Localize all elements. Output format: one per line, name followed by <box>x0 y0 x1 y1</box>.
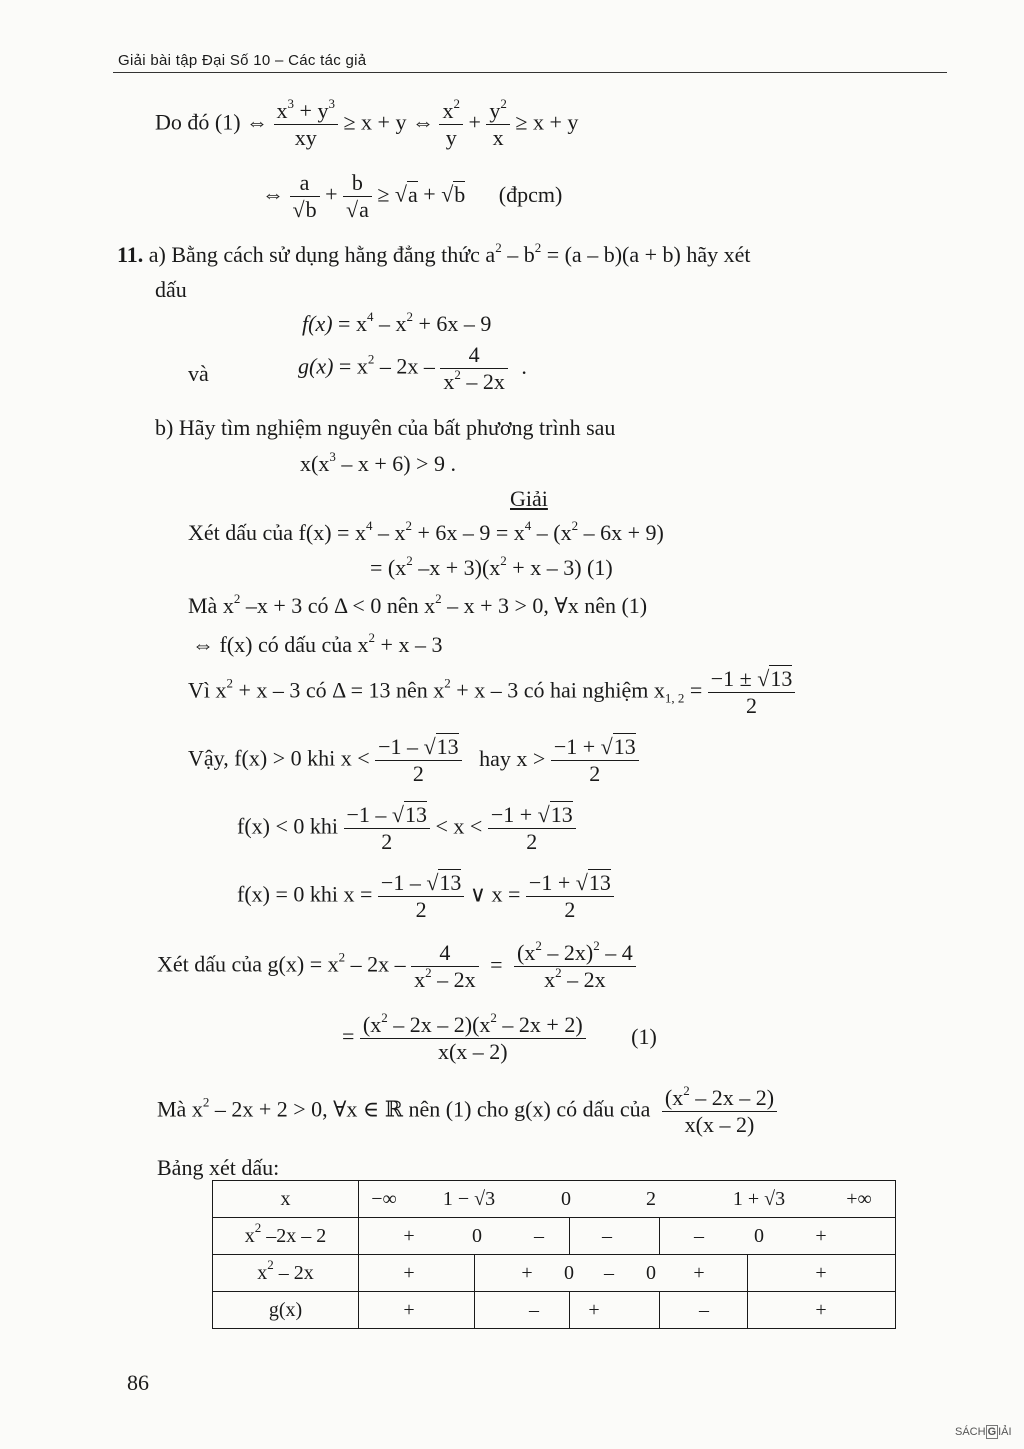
proof-line-2: ⇔ $\frac{a}{√b}$ + $\frac{b}{√a}$ ≥ √a + √b (đpcm) <box>262 170 563 222</box>
fraction-factored: $\frac{(x^2 - 2x - 2)(x^2 - 2x + 2)}{x(x - 2)}$ <box>360 1012 586 1065</box>
proof-prefix: Do đó (1) ⇔ <box>155 109 269 135</box>
ma-line: Mà $x^2 - 2x + 2 > 0$, ∀x ∈ ℝ nên (1) cho g(x) có dấu của $\frac{(x^2 - 2x - 2)}{x(x - 2)}$ <box>157 1085 777 1138</box>
fraction-pos-root-2: $\frac{-1 + √13}{2}$ <box>488 802 576 855</box>
sign-table <box>212 1180 896 1329</box>
fraction-sign-of: $\frac{(x^2 - 2x - 2)}{x(x - 2)}$ <box>662 1085 777 1138</box>
fraction-neg-root-2: $\frac{-1 - √13}{2}$ <box>344 802 431 855</box>
header-rule <box>113 72 947 73</box>
part-b-line: b) Hãy tìm nghiệm nguyên của bất phương trình sau <box>155 415 616 440</box>
gx-line-1: Xét dấu của $g(x) = x^2 - 2x$ – $\frac{4}{x^2 - 2x}$ = $\frac{(x^2 - 2x)^2 - 4}{x^2 - 2x}$ <box>157 940 636 993</box>
sign-row-quadratic: $x^2$ –2x – 2 + 0 – – – 0 + <box>213 1218 896 1255</box>
fx-negative: f(x) < 0 khi $\frac{-1 - √13}{2}$ < x < $\frac{-1 + √13}{2}$ <box>237 802 576 855</box>
page-number: 86 <box>127 1370 149 1395</box>
watermark-logo: SÁCH G IẢI <box>955 1426 1012 1438</box>
proof-line-1: Do đó (1) ⇔ $\frac{x^3 + y^3}{xy}$ ≥ x + y ⇔ $\frac{x^2}{y}$ + $\frac{y^2}{x}$ ≥ x + y <box>155 96 579 150</box>
fraction-x3y3-over-xy: $\frac{x^3 + y^3}{xy}$ <box>274 98 338 151</box>
fraction-pos-root-3: $\frac{-1 + √13}{2}$ <box>526 870 614 923</box>
fraction-pos-root: $\frac{-1 + √13}{2}$ <box>551 734 639 787</box>
va-label: và <box>188 361 209 386</box>
sign-row-gx: g(x) + – + – + <box>213 1292 896 1329</box>
fraction-4-over-x2-2x-b: $\frac{4}{x^2 - 2x}$ <box>411 940 479 993</box>
fraction-x2-over-y: $\frac{x^2}{y}$ <box>439 98 463 151</box>
fraction-a-over-root-b: $\frac{a}{√b}$ <box>290 170 320 223</box>
gx-line-2: = $\frac{(x^2 - 2x - 2)(x^2 - 2x + 2)}{x(x - 2)}$ (1) <box>342 1010 657 1064</box>
fraction-neg-root-3: $\frac{-1 - √13}{2}$ <box>378 870 465 923</box>
running-header: Giải bài tập Đại Số 10 – Các tác giả <box>118 52 367 69</box>
g-definition: $g(x) = x^2 - 2x$ – $\frac{4}{x^2 - 2x}$ . <box>298 342 527 394</box>
fraction-roots-x12: $\frac{-1 \pm √13}{2}$ <box>708 666 796 719</box>
part-b-inequality: $x(x^3 - x + 6) > 9$ . <box>300 449 456 476</box>
row-label-x2-2x: $x^2 - 2x$ <box>213 1255 359 1292</box>
problem-11-line-1: 11. a) Bằng cách sử dụng hằng đẳng thức $a^2 - b^2 = (a - b)(a + b)$ hãy xét <box>117 240 751 267</box>
fx-zero: f(x) = 0 khi x = $\frac{-1 - √13}{2}$ ∨ x = $\frac{-1 + √13}{2}$ <box>237 870 614 923</box>
row-label-x: x <box>213 1181 359 1218</box>
solution-line-3: Mà $x^2$ –x + 3 có Δ < 0 nên $x^2 - x + 3 > 0$, ∀x nên (1) <box>188 591 648 618</box>
solution-line-4: ⇔ f(x) có dấu của $x^2 + x - 3$ <box>192 630 443 657</box>
sign-row-x2-2x: $x^2 - 2x$ + + 0 – 0 + + <box>213 1255 896 1292</box>
solution-line-5: Vì $x^2 + x - 3$ có Δ = 13 nên $x^2 + x - 3$ có hai nghiệm $x_{1, 2}$ = $\frac{-1 \pm √13}{2}$ <box>188 666 795 719</box>
problem-11-line-2: dấu <box>155 277 187 302</box>
fraction-combined: $\frac{(x^2 - 2x)^2 - 4}{x^2 - 2x}$ <box>514 940 636 993</box>
vay-fx-positive: Vậy, f(x) > 0 khi x < $\frac{-1 - √13}{2}$ hay x > $\frac{-1 + √13}{2}$ <box>188 734 639 787</box>
f-definition: $f(x) = x^4 - x^2 + 6x - 9$ <box>302 309 492 336</box>
fraction-b-over-root-a: $\frac{b}{√a}$ <box>343 170 372 223</box>
table-caption: Bảng xét dấu: <box>157 1155 280 1180</box>
proof-mid: ≥ x + y ⇔ <box>343 109 434 135</box>
solution-line-2: = ($x^2$ $-x + 3)(x^2 + x - 3)$ (1) <box>370 553 613 580</box>
row-label-gx: g(x) <box>213 1292 359 1329</box>
fraction-neg-root: $\frac{-1 - √13}{2}$ <box>375 734 462 787</box>
fraction-y2-over-x: $\frac{y^2}{x}$ <box>486 98 510 151</box>
solution-line-1: Xét dấu của $f(x) = x^4 - x^2 + 6x - 9 = x^4 - (x^2 - 6x + 9)$ <box>188 518 664 545</box>
dpcm-label: (đpcm) <box>498 181 563 207</box>
solution-heading: Giải <box>510 486 548 511</box>
row-label-quadratic: $x^2$ –2x – 2 <box>213 1218 359 1255</box>
fraction-4-over-x2-2x: $\frac{4}{x^2 - 2x}$ <box>440 342 508 395</box>
problem-number: 11. <box>117 242 144 267</box>
sign-row-x: x −∞ 1 − √3 0 2 1 + √3 +∞ <box>213 1181 896 1218</box>
